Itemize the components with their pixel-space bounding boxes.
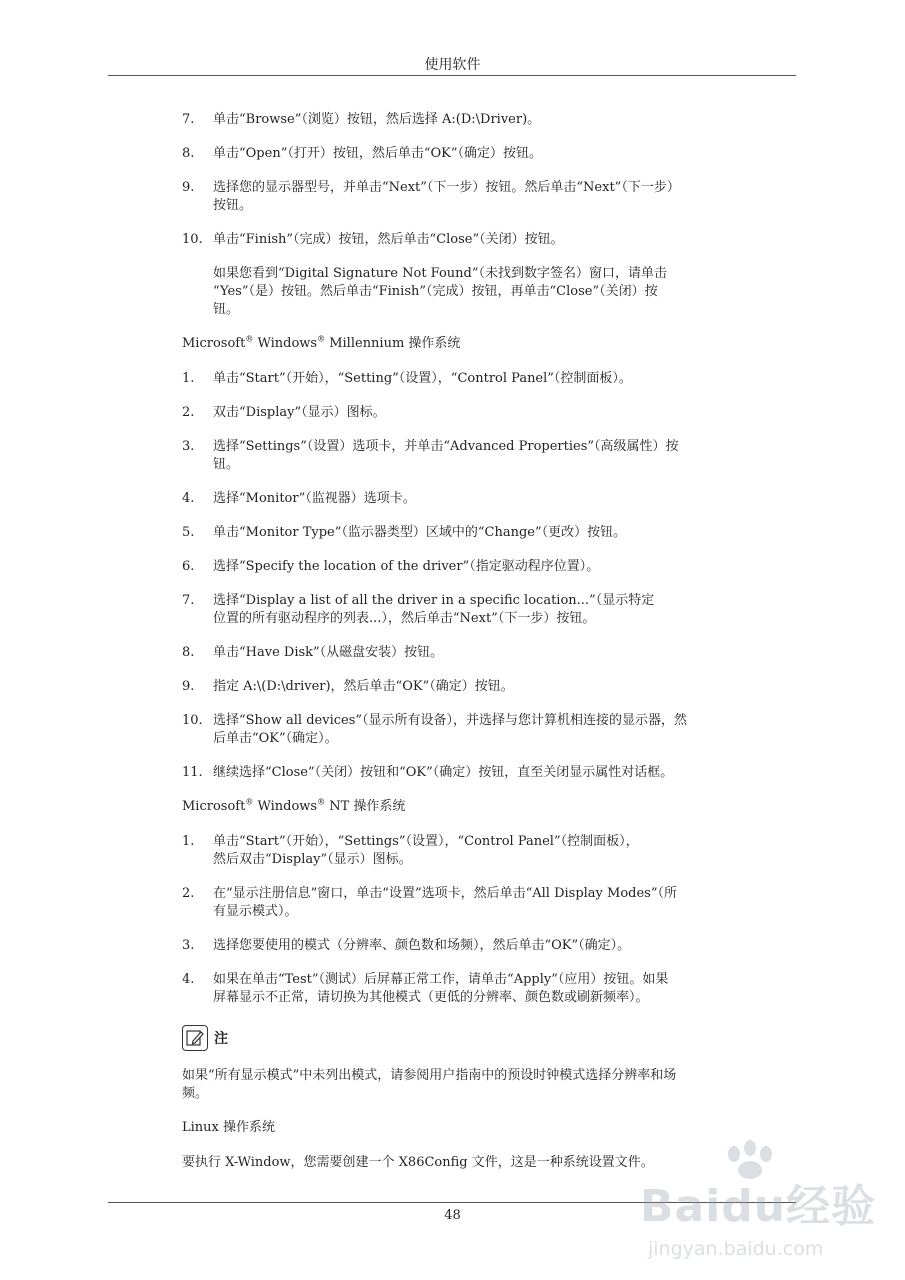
step-text: 位置的所有驱动程序的列表...），然后单击“Next”（下一步）按钮。 [213, 611, 596, 626]
step-number: 10. [182, 232, 203, 247]
step-text: 选择您的显示器型号，并单击“Next”（下一步）按钮。然后单击“Next”（下一步） [213, 180, 680, 195]
step-text: 单击“Start”（开始），“Setting”（设置），“Control Panel”（控制面板）。 [213, 371, 632, 386]
step-text: 双击“Display”（显示）图标。 [213, 405, 386, 420]
step-text: 按钮。 [213, 198, 253, 213]
paragraph-line: 钮。 [213, 302, 240, 317]
step-text: 选择“Display a list of all the driver in a specific location...”（显示特定 [213, 593, 655, 608]
step-number: 8. [182, 645, 195, 660]
step-text: 单击“Open”（打开）按钮，然后单击“OK”（确定）按钮。 [213, 146, 542, 161]
step-number: 4. [182, 491, 195, 506]
step-number: 2. [182, 886, 195, 901]
page-header-title: 使用软件 [424, 57, 481, 73]
step-number: 2. [182, 405, 195, 420]
step-text: 然后双击“Display”（显示）图标。 [213, 852, 412, 867]
step-text: 单击“Have Disk”（从磁盘安装）按钮。 [213, 645, 444, 660]
section-heading-millennium [182, 335, 460, 353]
step-number: 5. [182, 525, 195, 540]
step-number: 6. [182, 559, 195, 574]
heading-part: Windows [253, 336, 318, 351]
note-line: 频。 [182, 1086, 209, 1101]
step-text: 屏幕显示不正常，请切换为其他模式（更低的分辨率、颜色数或刷新频率）。 [213, 990, 649, 1005]
step-number: 10. [182, 713, 203, 728]
step-number: 1. [182, 371, 195, 386]
registered-mark: ® [317, 334, 326, 344]
heading-part: Millennium 操作系统 [325, 336, 461, 351]
step-text: 在“显示注册信息”窗口，单击“设置”选项卡，然后单击“All Display Modes”（所 [213, 886, 677, 901]
step-number: 9. [182, 679, 195, 694]
step-text: 有显示模式）。 [213, 904, 298, 919]
registered-mark: ® [245, 797, 254, 807]
step-text: 如果在单击“Test”（测试）后屏幕正常工作，请单击“Apply”（应用）按钮。如果 [213, 972, 669, 987]
registered-mark: ® [245, 334, 254, 344]
paragraph-line: 如果您看到“Digital Signature Not Found”（未找到数字签名）窗口，请单击 [213, 266, 668, 281]
step-number: 4. [182, 972, 195, 987]
step-text: 继续选择“Close”（关闭）按钮和“OK”（确定）按钮，直至关闭显示属性对话框。 [213, 765, 674, 780]
step-text: 单击“Monitor Type”（监示器类型）区域中的“Change”（更改）按钮。 [213, 525, 627, 540]
step-text: 指定 A:\(D:\driver)，然后单击“OK”（确定）按钮。 [213, 679, 514, 694]
section-heading-linux: Linux 操作系统 [182, 1120, 275, 1135]
step-number: 3. [182, 439, 195, 454]
linux-paragraph: 要执行 X-Window，您需要创建一个 X86Config 文件，这是一种系统设置文件。 [182, 1155, 654, 1170]
step-text: 选择您要使用的模式（分辨率、颜色数和场频），然后单击“OK”（确定）。 [213, 938, 631, 953]
registered-mark: ® [317, 797, 326, 807]
heading-part: NT 操作系统 [325, 799, 406, 814]
note-line: 如果“所有显示模式”中未列出模式，请参阅用户指南中的预设时钟模式选择分辨率和场 [182, 1068, 677, 1083]
heading-part: Windows [253, 799, 318, 814]
step-number: 8. [182, 146, 195, 161]
step-text: 选择“Show all devices”（显示所有设备），并选择与您计算机相连接的显示器，然 [213, 713, 688, 728]
step-text: 选择“Specify the location of the driver”（指定驱动程序位置）。 [213, 559, 600, 574]
step-text: 单击“Browse”（浏览）按钮，然后选择 A:(D:\Driver)。 [213, 112, 541, 127]
baidu-watermark [640, 1140, 890, 1270]
note-label: 注 [214, 1031, 228, 1047]
step-text: 单击“Start”（开始），“Settings”（设置），“Control Panel”（控制面板）， [213, 834, 639, 849]
watermark-text: Baidu经验 [640, 1181, 877, 1232]
heading-part: Microsoft [182, 336, 246, 351]
step-number: 7. [182, 112, 195, 127]
step-text: 单击“Finish”（完成）按钮，然后单击“Close”（关闭）按钮。 [213, 232, 564, 247]
step-number: 11. [182, 765, 203, 780]
step-text: 后单击“OK”（确定）。 [213, 731, 338, 746]
header-rule [108, 75, 796, 76]
watermark-url: jingyan.baidu.com [648, 1238, 824, 1260]
page-number: 48 [444, 1208, 461, 1223]
paragraph-line: “Yes”（是）按钮。然后单击“Finish”（完成）按钮，再单击“Close”（关闭）按 [213, 284, 658, 299]
note-pencil-icon [182, 1025, 208, 1051]
step-text: 选择“Settings”（设置）选项卡，并单击“Advanced Properties”（高级属性）按 [213, 439, 679, 454]
step-number: 3. [182, 938, 195, 953]
step-text: 选择“Monitor”（监视器）选项卡。 [213, 491, 416, 506]
step-text: 钮。 [213, 457, 240, 472]
step-number: 1. [182, 834, 195, 849]
heading-part: Microsoft [182, 799, 246, 814]
section-heading-nt [182, 798, 405, 816]
step-number: 9. [182, 180, 195, 195]
step-number: 7. [182, 593, 195, 608]
